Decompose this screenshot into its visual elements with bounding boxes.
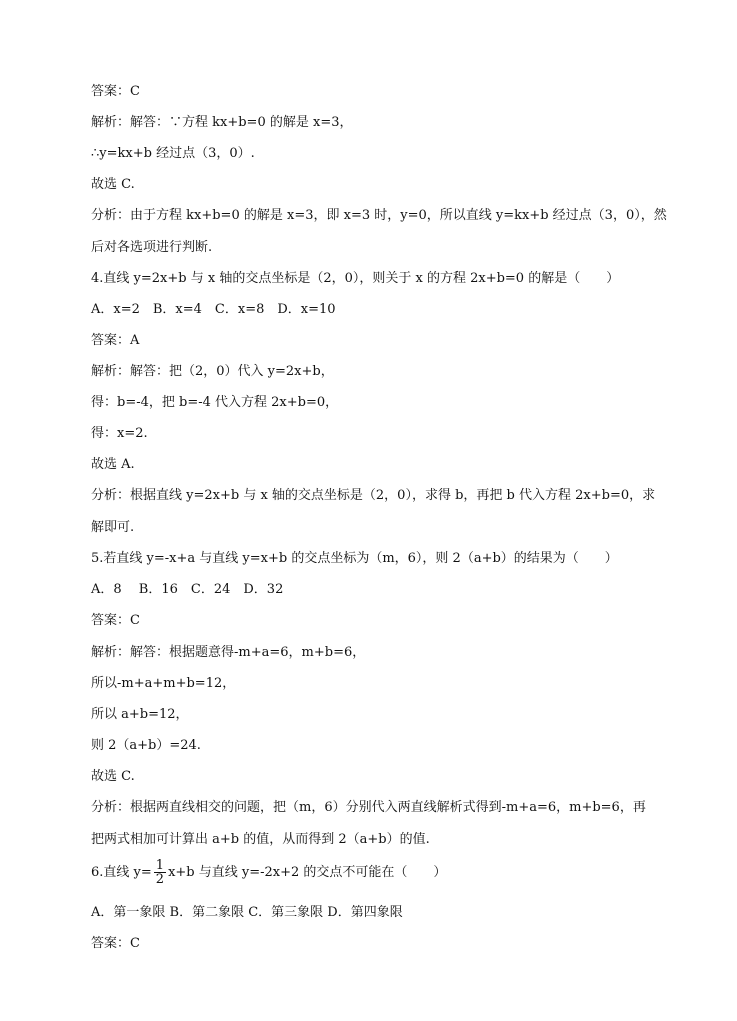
- answer-line: 答案：C: [91, 936, 140, 951]
- text-line: 分析：根据两直线相交的问题，把（m，6）分别代入两直线解析式得到-m+a=6，m+b=6，再: [91, 800, 646, 815]
- text-line: 后对各选项进行判断.: [91, 240, 213, 255]
- text-line: 故选 C.: [91, 769, 135, 784]
- text-line: 解析：解答：∵方程 kx+b=0 的解是 x=3，: [91, 115, 353, 130]
- text-line: 解析：解答：把（2，0）代入 y=2x+b，: [91, 364, 334, 379]
- text-line: 所以-m+a+m+b=12，: [91, 676, 236, 691]
- text-line: 分析：由于方程 kx+b=0 的解是 x=3，即 x=3 时，y=0，所以直线 y=kx+b 经过点（3，0），然: [91, 208, 667, 223]
- text-line: 故选 C.: [91, 177, 135, 192]
- text-line: 分析：根据直线 y=2x+b 与 x 轴的交点坐标是（2，0），求得 b，再把 b 代入方程 2x+b=0，求: [91, 488, 656, 503]
- question-4: 4.直线 y=2x+b 与 x 轴的交点坐标是（2，0），则关于 x 的方程 2x+b=0 的解是（ ）: [91, 271, 620, 286]
- text-line: 答案：C: [91, 84, 140, 99]
- question-6-suffix: x+b 与直线 y=-2x+2 的交点不可能在（ ）: [168, 865, 447, 880]
- question-6-options: A．第一象限 B．第二象限 C．第三象限 D．第四象限: [91, 905, 403, 920]
- fraction-numerator: 1: [155, 858, 165, 873]
- fraction: [154, 859, 166, 886]
- text-line: 得：b=-4，把 b=-4 代入方程 2x+b=0，: [91, 395, 339, 410]
- text-line: 解即可.: [91, 520, 135, 535]
- question-4-options: A．x=2 B．x=4 C．x=8 D．x=10: [91, 302, 336, 317]
- fraction-denominator: 2: [155, 872, 165, 887]
- question-6: [91, 858, 446, 888]
- text-line: 解析：解答：根据题意得-m+a=6，m+b=6，: [91, 645, 366, 660]
- question-5: 5.若直线 y=-x+a 与直线 y=x+b 的交点坐标为（m，6），则 2（a+b）的结果为（ ）: [91, 551, 618, 566]
- text-line: 所以 a+b=12，: [91, 707, 189, 722]
- question-5-options: A．8 B．16 C．24 D．32: [91, 582, 284, 597]
- text-line: 则 2（a+b）=24.: [91, 738, 201, 753]
- text-line: 得：x=2.: [91, 426, 148, 441]
- text-line: ∴y=kx+b 经过点（3，0）.: [91, 146, 255, 161]
- question-6-prefix: 6.直线 y=: [91, 865, 152, 880]
- answer-line: 答案：C: [91, 613, 140, 628]
- answer-line: 答案：A: [91, 333, 140, 348]
- text-line: 故选 A.: [91, 457, 135, 472]
- text-line: 把两式相加可计算出 a+b 的值，从而得到 2（a+b）的值.: [91, 832, 430, 847]
